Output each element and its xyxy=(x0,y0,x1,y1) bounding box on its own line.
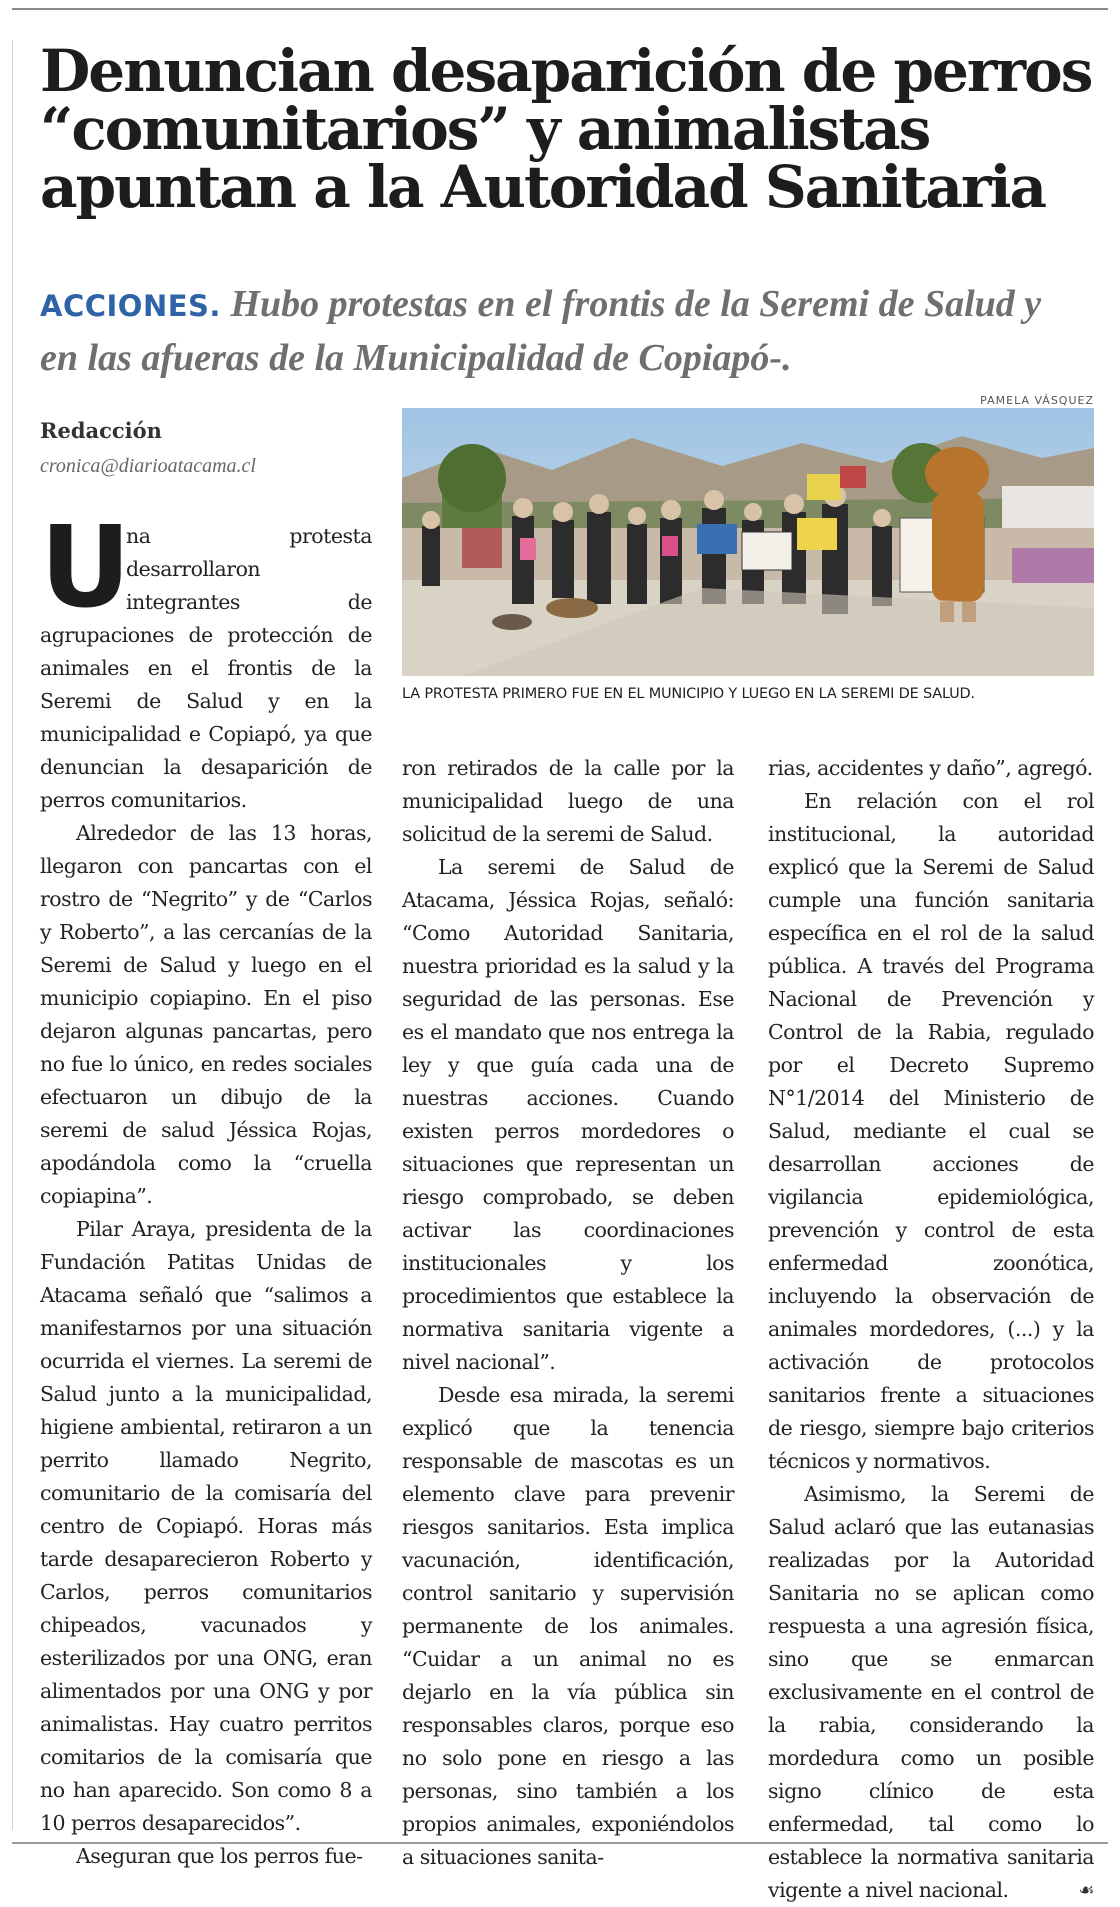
protest-photo-illustration xyxy=(402,408,1094,676)
headline-line-3: apuntan a la Autoridad Sanitaria xyxy=(40,153,1046,221)
headline xyxy=(40,37,1100,221)
left-rule xyxy=(12,40,13,1830)
column-3 xyxy=(768,752,1094,1907)
paragraph: Alrededor de las 13 horas, llegaron con pancartas con el rostro de “Negrito” y de “Carlos y Roberto”, a las cercanías de la Seremi de Salud y luego en el municipio copiapino. En el piso dejaron algunas pancartas, pero no fue lo único, en redes sociales efectuaron un dibujo de la seremi de salud Jéssica Rojas, apodándola como la “cruella copiapina”. xyxy=(40,821,372,1208)
headline-line-2: “comunitarios” y animalistas xyxy=(40,95,930,163)
dropcap: U xyxy=(40,503,131,633)
column-1 xyxy=(40,503,372,1873)
deck-line-1 xyxy=(40,278,1100,332)
paragraph: ron retirados de la calle por la municipalidad luego de una solicitud de la seremi de Salud. xyxy=(402,756,734,846)
deck-label: ACCIONES. xyxy=(40,289,221,323)
paragraph: En relación con el rol institucional, la autoridad explicó que la Seremi de Salud cumple una función sanitaria específica en el rol de la salud pública. A través del Programa Nacional de Prevención y Control de la Rabia, regulado por el Decreto Supremo N°1/2014 del Ministerio de Salud, mediante el cual se desarrollan acciones de vigilancia epidemiológica, prevención y control de esta enfermedad zoonótica, incluyendo la observación de animales mordedores, (...) y la activación de protocolos sanitarios frente a situaciones de riesgo, siempre bajo criterios técnicos y normativos. xyxy=(768,789,1094,1473)
protest-photo xyxy=(402,408,1094,676)
paragraph: rias, accidentes y daño”, agregó. xyxy=(768,756,1093,780)
paragraph: Pilar Araya, presidenta de la Fundación Patitas Unidas de Atacama señaló que “salimos a manifestarnos por una situación ocurrida el viernes. La seremi de Salud junto a la municipalidad, higiene ambiental, retiraron a un perrito llamado Negrito, comunitario de la comisaría del centro de Copiapó. Horas más tarde desaparecieron Roberto y Carlos, perros comunitarios chipeados, vacunados y esterilizados por una ONG, eran alimentados por una ONG y por animalistas. Hay cuatro perritos comitarios de la comisaría que no han aparecido. Son como 8 a 10 perros desaparecidos”. xyxy=(40,1217,372,1835)
paragraph-text: Asimismo, la Seremi de Salud aclaró que las eutanasias realizadas por la Autoridad Sanitaria no se aplican como respuesta a una agresión física, sino que se enmarcan exclusivamente en el control de la rabia, considerando la mordedura como un posible signo clínico de esta enfermedad, tal como lo establece la normativa sanitaria vigente a nivel nacional. xyxy=(768,1482,1094,1902)
bottom-rule xyxy=(12,1842,1108,1844)
photo-credit: PAMELA VÁSQUEZ xyxy=(980,394,1094,407)
lead-paragraph-wrap xyxy=(40,503,372,817)
paragraph: Desde esa mirada, la seremi explicó que la tenencia responsable de mascotas es un elemento clave para prevenir riesgos sanitarios. Esta implica vacunación, identificación, control sanitario y supervisión permanente de los animales. “Cuidar a un animal no es dejarlo en la vía pública sin responsables claros, porque eso no solo pone en riesgo a las personas, sino también a los propios animales, exponiéndolos a situaciones sanita- xyxy=(402,1383,734,1869)
paragraph: La seremi de Salud de Atacama, Jéssica Rojas, señaló: “Como Autoridad Sanitaria, nuestra prioridad es la salud y la seguridad de las personas. Ese es el mandato que nos entrega la ley y que guía cada una de nuestras acciones. Cuando existen perros mordedores o situaciones que representan un riesgo comprobado, se deben activar las coordinaciones institucionales y los procedimientos que establece la normativa sanitaria vigente a nivel nacional”. xyxy=(402,855,734,1374)
author-email: cronica@diarioatacama.cl xyxy=(40,455,256,477)
headline-line-1: Denuncian desaparición de perros xyxy=(40,37,1092,105)
author: Redacción xyxy=(40,418,162,443)
top-rule xyxy=(12,8,1108,10)
deck-text-2: en las afueras de la Municipalidad de Copiapó-. xyxy=(40,337,792,379)
byline xyxy=(40,418,370,478)
deck xyxy=(40,278,1100,384)
paragraph: na protesta desarrollaron integrantes de agrupaciones de protección de animales en el frontis de la Seremi de Salud y en la municipalidad e Copiapó, ya que denuncian la desaparición de perros comunitarios. xyxy=(40,524,372,812)
column-2 xyxy=(402,752,734,1874)
paragraph: Aseguran que los perros fue- xyxy=(76,1844,363,1868)
deck-text-1: Hubo protestas en el frontis de la Seremi de Salud y xyxy=(230,283,1042,325)
end-mark-icon: ☙ xyxy=(1078,1880,1094,1901)
photo-caption: LA PROTESTA PRIMERO FUE EN EL MUNICIPIO Y LUEGO EN LA SEREMI DE SALUD. xyxy=(402,686,975,702)
